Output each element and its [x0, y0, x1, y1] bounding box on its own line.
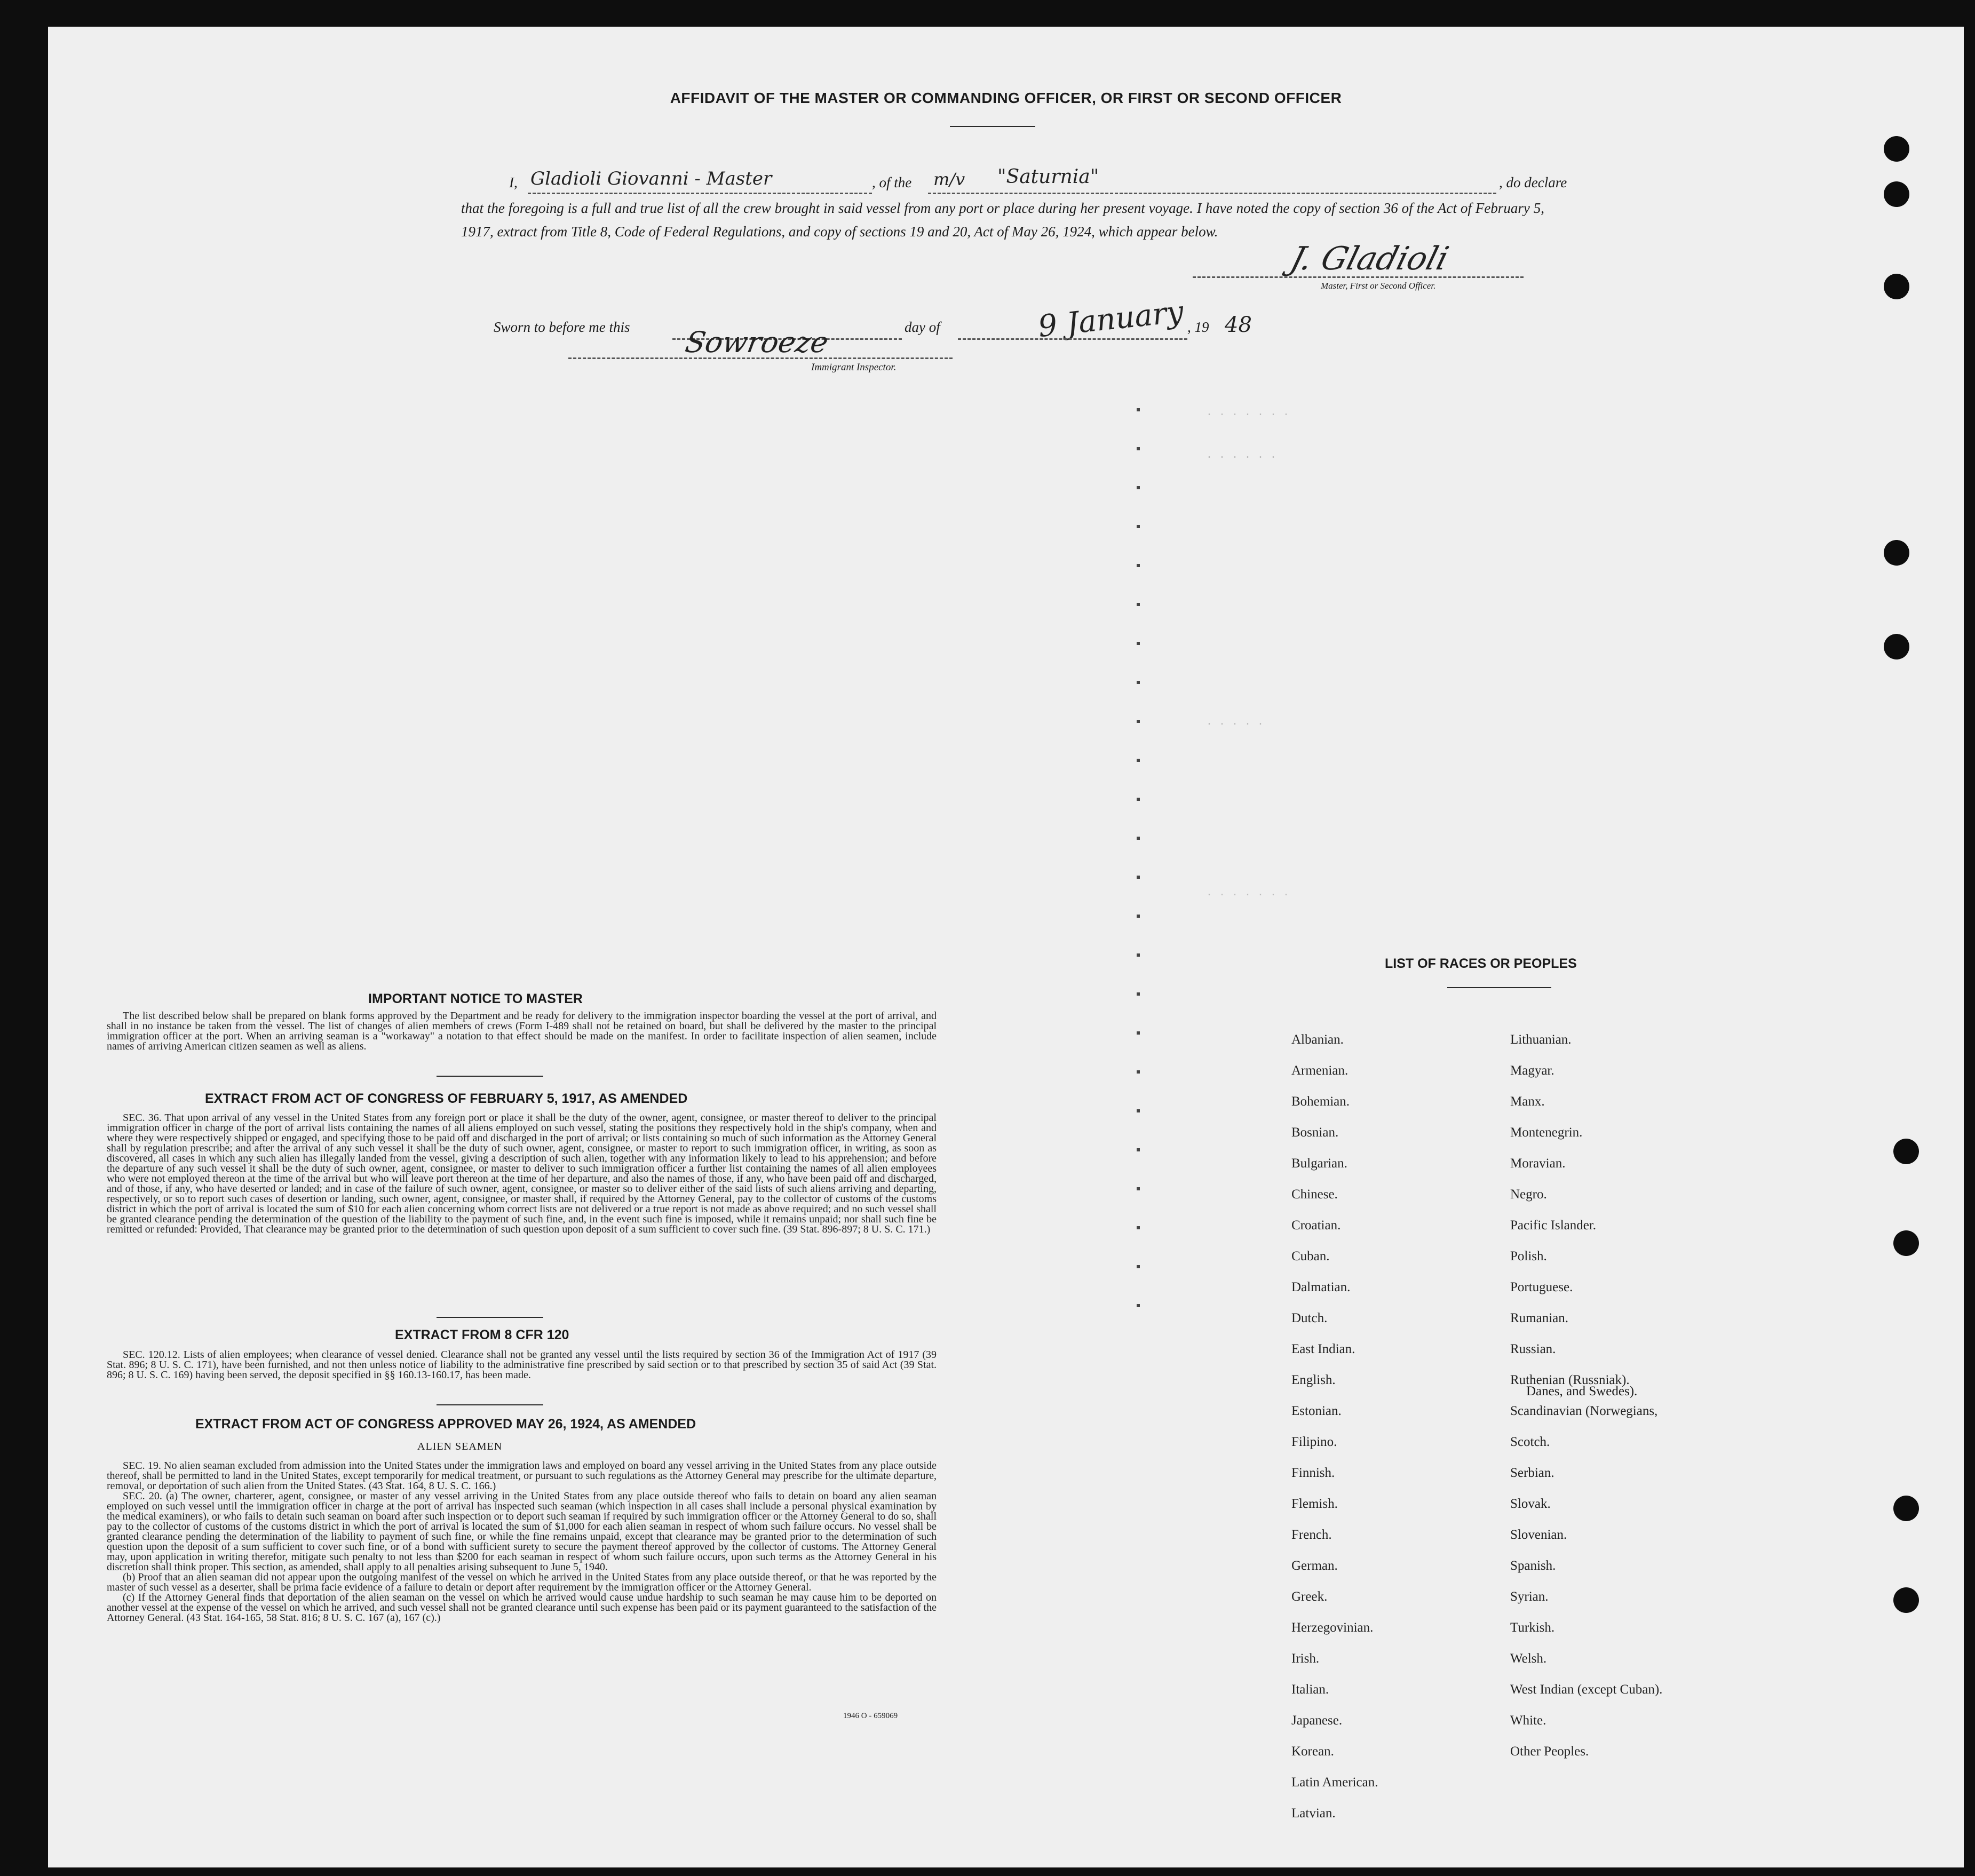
race-item: Italian. [1291, 1682, 1329, 1697]
race-item: Welsh. [1510, 1651, 1547, 1666]
race-item: Serbian. [1510, 1466, 1554, 1480]
race-item: Rumanian. [1510, 1311, 1569, 1325]
race-item: East Indian. [1291, 1342, 1355, 1356]
race-item: Slovak. [1510, 1497, 1551, 1511]
race-item: Cuban. [1291, 1249, 1330, 1263]
race-item: Greek. [1291, 1589, 1328, 1604]
vessel-name-handwritten: "Saturnia" [997, 166, 1099, 188]
title-divider [950, 126, 1035, 127]
punch-hole [1893, 1139, 1919, 1164]
race-item: Latin American. [1291, 1775, 1378, 1790]
race-item: Japanese. [1291, 1713, 1343, 1728]
extract-1924-body-box [107, 1461, 937, 1623]
race-item: Korean. [1291, 1744, 1334, 1759]
race-item: Montenegrin. [1510, 1125, 1583, 1140]
race-item: Flemish. [1291, 1497, 1338, 1511]
race-item: Latvian. [1291, 1806, 1336, 1821]
race-item: Bosnian. [1291, 1125, 1339, 1140]
race-item: Slovenian. [1510, 1528, 1567, 1542]
document-page: AFFIDAVIT OF THE MASTER OR COMMANDING OFFICER, OR FIRST OR SECOND OFFICER I, Gladioli Giovanni - Master , of the m/v "Saturnia" , do declare that the foregoing is a full and true list of all the crew brought in said vessel from any port or place during her present voyage. I have noted the copy of section 36 of the Act of February 5, 1917, extract from Title 8, Code of Federal Regulations, and copy of sections 19 and 20, Act of May 26, 1924, which appear below. J. Gladioli Master, First or Second Officer. Sworn to before me this day of 9 January , 19 48 Sowroeze Immigrant Inspector. . . . . . . . . . . . . . . . . . . . . . . . . . IMPORTANT NOTICE TO MASTER The list described below shall be prepared on blank forms approved by the Department and be ready for delivery to the immigration inspector boarding the vessel at the port of arrival, and shall in no instance be taken from the vessel. The list of changes of alien members of crews (Form I-489 shall not be retained on board, but shall be delivered by the master to the principal immigration officer at the port. When an arriving seaman is a "workaway" a notation to that effect should be made on the manifest. In order to facilitate inspection of alien seamen, include names of arriving American citizen seamen as well as aliens. EXTRACT FROM ACT OF CONGRESS OF FEBRUARY 5, 1917, AS AMENDED SEC. 36. That upon arrival of any vessel in the United States from any foreign port or place it shall be the duty of the owner, agent, consignee, or master thereof to deliver to the principal immigration officer in charge of the port of arrival lists containing the names of all aliens employed on such vessel, stating the positions they respectively hold in the ship's company, when and where they were respectively shipped or engaged, and specifying those to be paid off and discharged in the port of arrival; or lists containing so much of such information as the Attorney General shall by regulation prescribe; and after the arrival of any such vessel it shall be the duty of such owner, agent, consignee, or master to report to such immigration officer, in writing, as soon as discovered, all cases in which any such alien has illegally landed from the vessel, giving a description of such alien, together with any information likely to lead to his apprehension; and before the departure of any such vessel it shall be the duty of such owner, agent, consignee, or master to deliver to such immigration officer a further list containing the names of all alien employees who were not employed thereon at the time of the arrival but who will leave port thereon at the time of her departure, and also the names of those, if any, who have been paid off and discharged, and of those, if any, who have deserted or landed; and in case of the failure of such owner, agent, consignee, or master so to deliver either of the said lists of such aliens arriving and departing, respectively, or so to report such cases of desertion or landing, such owner, agent, consignee, or master shall, if required by the Attorney General, pay to the collector of customs of the customs district in which the port of arrival is located the sum of $10 for each alien concerning whom correct lists are not delivered or a true report is not made as above required; and no such vessel shall be granted clearance pending the determination of the question of the liability to the payment of such fine, and, in the event such fine is imposed, while it remains unpaid; nor shall such fine be remitted or refunded: Provided, That clearance may be granted prior to the determination of such question upon deposit of a sum sufficient to cover such fine. (39 Stat. 896-897; 8 U. S. C. 171.) EXTRACT FROM 8 CFR 120 SEC. 120.12. Lists of alien employees; when clearance of vessel denied. Clearance shall not be granted any vessel until the lists required by section 36 of the Immigration Act of 1917 (39 Stat. 896; 8 U. S. C. 171), have been furnished, and not then unless notice of liability to the administrative fine prescribed by said section or to that prescribed by section 35 of said Act (39 Stat. 896; 8 U. S. C. 169) having been served, the deposit specified in §§ 160.13-160.17, has been made. EXTRACT FROM ACT OF CONGRESS APPROVED MAY 26, 1924, AS AMENDED ALIEN SEAMEN SEC. 19. No alien seaman excluded from admission into the United States under the immigration laws and employed on board any vessel arriving in the United States from any place outside thereof, shall be permitted to land in the United States, except temporarily for medical treatment, or pursuant to such regulations as the Attorney General may prescribe for the ultimate departure, removal, or deportation of such alien from the United States. (43 Stat. 164, 8 U. S. C. 166.) SEC. 20. (a) The owner, charterer, agent, consignee, or master of any vessel arriving in the United States from any place outside thereof who fails to detain on board any alien seaman employed on such vessel until the immigration officer in charge at the port of arrival has inspected such seaman (which inspection in all cases shall include a personal physical examination by the medical examiners), or who fails to detain such seaman on board after such inspection or to deport such seaman if required by such immigration officer or the Attorney General to do so, shall pay to the collector of customs of the customs district in which the port of arrival is located the sum of $1,000 for each alien seaman in respect of whom such failure occurs. No vessel shall be granted clearance pending the determination of the liability to payment of such fine, or while the fine remains unpaid, except that clearance may be granted prior to the determination of such question upon the deposit of a sum sufficient to cover such fine, or of a bond with sufficient surety to secure the payment thereof approved by the collector of customs. The Attorney General may, upon application in writing therefor, mitigate such penalty to not less than $200 for each seaman in respect of whom such failure occurs, upon such terms as the Attorney General in his discretion shall think proper. This section, as amended, shall apply to all penalties arising subsequent to June 5, 1940. (b) Proof that an alien seaman did not appear upon the outgoing manifest of the vessel on which he arrived in the United States from any place outside thereof, or that he was reported by the master of such vessel as a deserter, shall be prima facie evidence of a failure to detain or deport after requirement by the immigration officer or the Attorney General. (c) If the Attorney General finds that deportation of the alien seaman on the vessel on which he arrived would cause undue hardship to such seaman he may cause him to be deported on another vessel at the expense of the vessel on which he arrived, and such vessel shall not be granted clearance until such expense has been paid or its payment guaranteed to the satisfaction of the Attorney General. (43 Stat. 164-165, 58 Stat. 816; 8 U. S. C. 167 (a), 167 (c).) 1946 O - 659069 LIST OF RACES OR PEOPLES Albanian. Armenian. Bohemian. Bosnian. Bulgarian. Chinese. Croatian. Cuban. Dalmatian. Dutch. East Indian. English. Estonian. Filipino. Finnish. Flemish. French. German. Greek. Herzegovinian. Irish. Italian. Japanese. Korean. Latin American. Latvian. Lithuanian. Magyar. Manx. Montenegrin. Moravian. Negro. Pacific Islander. Polish. Portuguese. Rumanian. Russian. Ruthenian (Russniak). Scandinavian (Norwegians, Scotch. Serbian. Slovak. Slovenian. Spanish. Syrian. Turkish. Welsh. West Indian (except Cuban). White. Other Peoples. Danes, and Swedes). [48, 27, 1964, 1867]
extract-1917-divider [437, 1317, 543, 1318]
day-of-label: day of [905, 319, 940, 335]
race-item: Scandinavian (Norwegians, [1510, 1404, 1658, 1418]
race-item: Other Peoples. [1510, 1744, 1589, 1759]
race-item: Scotch. [1510, 1435, 1550, 1449]
race-item: Armenian. [1291, 1063, 1349, 1078]
vessel-dotted-line [928, 193, 1496, 194]
race-item: Irish. [1291, 1651, 1320, 1666]
race-item: Bohemian. [1291, 1094, 1350, 1109]
extract-1917-title: EXTRACT FROM ACT OF CONGRESS OF FEBRUARY 5, 1917, AS AMENDED [205, 1091, 688, 1106]
race-item: French. [1291, 1528, 1332, 1542]
races-column-1 [1291, 1024, 1378, 1829]
sworn-before-label: Sworn to before me this [494, 319, 630, 335]
punch-hole [1893, 1230, 1919, 1256]
race-item: Moravian. [1510, 1156, 1566, 1171]
races-scandinavian-continuation: Danes, and Swedes). [1526, 1384, 1638, 1398]
year-prefix: , 19 [1187, 319, 1209, 335]
race-item: Finnish. [1291, 1466, 1335, 1480]
races-divider [1447, 987, 1551, 988]
extract-1924-sec20b: (b) Proof that an alien seaman did not appear upon the outgoing manifest of the vessel on which he arrived in the United States from any place outside thereof, or that he was reported by the master of such vessel as a deserter, shall be prima facie evidence of a failure to detain or deport after requirement by the immigration officer or the Attorney General. [107, 1571, 937, 1593]
affidavit-title: AFFIDAVIT OF THE MASTER OR COMMANDING OFFICER, OR FIRST OR SECOND OFFICER [670, 90, 1342, 106]
race-item: Polish. [1510, 1249, 1547, 1263]
notice-body-box [107, 1011, 937, 1052]
inspector-signature-line [568, 357, 953, 359]
punch-hole [1884, 540, 1909, 566]
race-item: Bulgarian. [1291, 1156, 1347, 1171]
race-item: West Indian (except Cuban). [1510, 1682, 1663, 1697]
race-item: Syrian. [1510, 1589, 1549, 1604]
race-item: Spanish. [1510, 1559, 1556, 1573]
notice-title: IMPORTANT NOTICE TO MASTER [368, 991, 583, 1006]
race-item: Negro. [1510, 1187, 1547, 1202]
race-item: Russian. [1510, 1342, 1556, 1356]
punch-hole [1884, 136, 1909, 162]
name-dotted-line [528, 193, 872, 194]
affidavit-body: that the foregoing is a full and true list of all the crew brought in said vessel from any port or place during her present voyage. I have noted the copy of section 36 of the Act of February 5, 1917, extract from Title 8, Code of Federal Regulations, and copy of sections 19 and 20, Act of May 26, 1924, which appear below. [461, 200, 1544, 240]
race-item: Croatian. [1291, 1218, 1341, 1233]
officer-label: Master, First or Second Officer. [1321, 281, 1436, 291]
race-item: Turkish. [1510, 1620, 1555, 1635]
of-the-label: , of the [872, 174, 912, 190]
affidavit-line-1 [461, 168, 1592, 195]
extract-1917-text: SEC. 36. That upon arrival of any vessel in the United States from any foreign port or place it shall be the duty of the owner, agent, consignee, or master thereof to deliver to the principal immigration officer in charge of the port of arrival lists containing the names of all aliens employed on such vessel, stating the positions they respectively hold in the ship's company, when and where they were respectively shipped or engaged, and specifying those to be paid off and discharged in the port of arrival; or lists containing so much of such information as the Attorney General shall by regulation prescribe; and after the arrival of any such vessel it shall be the duty of such owner, agent, consignee, or master to report to such immigration officer, in writing, as soon as discovered, all cases in which any such alien has illegally landed from the vessel, giving a description of such alien, together with any information likely to lead to his apprehension; and before the departure of any such vessel it shall be the duty of such owner, agent, consignee, or master to deliver to such immigration officer a further list containing the names of all alien employees who were not employed thereon at the time of the arrival but who will leave port thereon at the time of her departure, and also the names of those, if any, who have been paid off and discharged, and of those, if any, who have deserted or landed; and in case of the failure of such owner, agent, consignee, or master so to deliver either of the said lists of such aliens arriving and departing, respectively, or so to report such cases of desertion or landing, such owner, agent, consignee, or master shall, if required by the Attorney General, pay to the collector of customs of the customs district in which the port of arrival is located the sum of $10 for each alien concerning whom correct lists are not delivered or a true report is not made as above required; and no such vessel shall be granted clearance pending the determination of the question of the liability to the payment of such fine, and, in the event such fine is imposed, while it remains unpaid; nor shall such fine be remitted or refunded: Provided, That clearance may be granted prior to the determination of such question upon deposit of a sum sufficient to cover such fine. (39 Stat. 896-897; 8 U. S. C. 171.) [107, 1112, 937, 1235]
punch-hole [1884, 634, 1909, 659]
extract-cfr-title: EXTRACT FROM 8 CFR 120 [395, 1327, 569, 1342]
extract-cfr-body-box [107, 1350, 937, 1380]
notice-divider [437, 1076, 543, 1077]
race-item: Lithuanian. [1510, 1032, 1572, 1047]
extract-1924-sec20c: (c) If the Attorney General finds that deportation of the alien seaman on the vessel on which he arrived would cause undue hardship to such seaman he may cause him to be deported on another vessel at the expense of the vessel on which he arrived, and such vessel shall not be granted clearance until such expense has been paid or its payment guaranteed to the satisfaction of the Attorney General. (43 Stat. 164-165, 58 Stat. 816; 8 U. S. C. 167 (a), 167 (c).) [107, 1592, 937, 1624]
extract-1917-body-box [107, 1113, 937, 1235]
race-item: Herzegovinian. [1291, 1620, 1374, 1635]
punch-hole [1893, 1496, 1919, 1521]
date-handwritten: 9 January [1036, 294, 1185, 345]
extract-1924-title: EXTRACT FROM ACT OF CONGRESS APPROVED MAY 26, 1924, AS AMENDED [195, 1417, 696, 1432]
race-item: Filipino. [1291, 1435, 1337, 1449]
race-item: Estonian. [1291, 1404, 1342, 1418]
extract-cfr-divider [437, 1404, 543, 1405]
print-code: 1946 O - 659069 [843, 1712, 898, 1720]
notice-text: The list described below shall be prepared on blank forms approved by the Department and be ready for delivery to the immigration inspector boarding the vessel at the port of arrival, and shall in no instance be taken from the vessel. The list of changes of alien members of crews (Form I-489 shall not be retained on board, but shall be delivered by the master to the principal immigration officer at the port. When an arriving seaman is a "workaway" a notation to that effect should be made on the manifest. In order to facilitate inspection of alien seamen, include names of arriving American citizen seamen as well as aliens. [107, 1010, 937, 1052]
race-item: White. [1510, 1713, 1546, 1728]
race-item: Magyar. [1510, 1063, 1554, 1078]
race-item: Manx. [1510, 1094, 1545, 1109]
master-name-handwritten: Gladioli Giovanni - Master [530, 168, 772, 189]
master-signature: J. Gladioli [1286, 240, 1453, 277]
race-item: Dalmatian. [1291, 1280, 1351, 1294]
vessel-type-handwritten: m/v [933, 169, 965, 189]
extract-1924-sec19: SEC. 19. No alien seaman excluded from admission into the United States under the immigration laws and employed on board any vessel arriving in the United States from any place outside thereof, shall be permitted to land in the United States, except temporarily for medical treatment, or pursuant to such regulations as the Attorney General may prescribe for the ultimate departure, removal, or deportation of such alien from the United States. (43 Stat. 164, 8 U. S. C. 166.) [107, 1460, 937, 1492]
race-item: Chinese. [1291, 1187, 1338, 1202]
race-item: Pacific Islander. [1510, 1218, 1597, 1233]
extract-1924-subtitle: ALIEN SEAMEN [417, 1441, 503, 1452]
extract-cfr-text: SEC. 120.12. Lists of alien employees; when clearance of vessel denied. Clearance shall not be granted any vessel until the lists required by section 36 of the Immigration Act of 1917 (39 Stat. 896; 8 U. S. C. 171), have been furnished, and not then unless notice of liability to the administrative fine prescribed by said section or to that prescribed by section 35 of said Act (39 Stat. 896; 8 U. S. C. 169) having been served, the deposit specified in §§ 160.13-160.17, has been made. [107, 1349, 937, 1381]
punch-hole [1884, 181, 1909, 207]
race-item: Portuguese. [1510, 1280, 1573, 1294]
race-item: Ruthenian (Russniak). [1510, 1373, 1630, 1387]
date-dotted-line [958, 338, 1187, 340]
punch-hole [1893, 1587, 1919, 1613]
races-title: LIST OF RACES OR PEOPLES [1385, 956, 1577, 971]
master-signature-line [1193, 276, 1524, 278]
race-item: English. [1291, 1373, 1336, 1387]
punch-hole [1884, 274, 1909, 299]
inspector-label: Immigrant Inspector. [811, 362, 897, 373]
race-item: Dutch. [1291, 1311, 1328, 1325]
inspector-signature: Sowroeze [683, 325, 831, 359]
extract-1924-sec20a: SEC. 20. (a) The owner, charterer, agent, consignee, or master of any vessel arriving in the United States from any place outside thereof who fails to detain on board any alien seaman employed on such vessel until the immigration officer in charge at the port of arrival has inspected such seaman (which inspection in all cases shall include a personal physical examination by the medical examiners), or who fails to detain such seaman on board after such inspection or to deport such seaman if required by such immigration officer or the Attorney General to do so, shall pay to the collector of customs of the customs district in which the port of arrival is located the sum of $1,000 for each alien seaman in respect of whom such failure occurs. No vessel shall be granted clearance pending the determination of the liability to payment of such fine, or while the fine remains unpaid, except that clearance may be granted prior to the determination of such question upon the deposit of a sum sufficient to cover such fine, or of a bond with sufficient surety to secure the payment thereof approved by the collector of customs. The Attorney General may, upon application in writing therefor, mitigate such penalty to not less than $200 for each seaman in respect of whom such failure occurs, upon such terms as the Attorney General in his discretion shall think proper. This section, as amended, shall apply to all penalties arising subsequent to June 5, 1940. [107, 1490, 937, 1573]
year-handwritten: 48 [1225, 313, 1252, 337]
race-item: German. [1291, 1559, 1338, 1573]
do-declare-label: , do declare [1499, 174, 1567, 190]
race-item: Albanian. [1291, 1032, 1344, 1047]
pronoun-label: I, [509, 174, 518, 190]
